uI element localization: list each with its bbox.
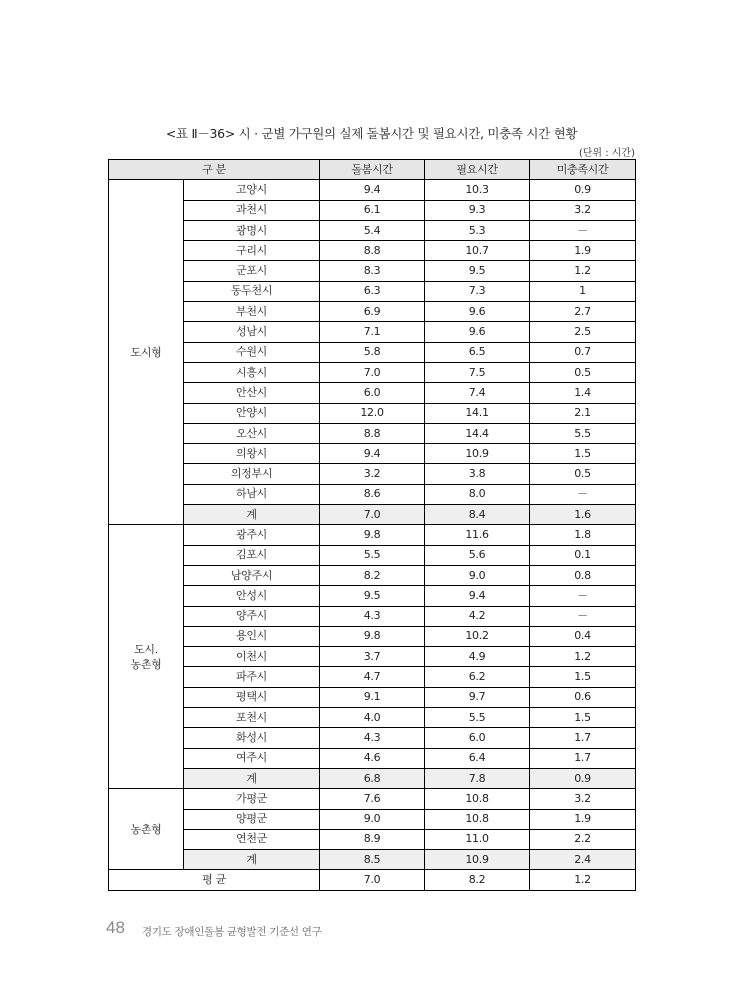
unmet-time-value: 0.1	[530, 545, 636, 565]
subtotal-label: 계	[184, 850, 320, 870]
group-label: 도시. 농촌형	[109, 525, 184, 789]
actual-time-value: 6.3	[320, 281, 425, 301]
unmet-time-value: －	[530, 606, 636, 626]
group-label: 도시형	[109, 180, 184, 525]
required-time-value: 10.3	[425, 180, 530, 200]
unmet-time-value: 1.2	[530, 647, 636, 667]
table-row	[109, 383, 636, 403]
subtotal-required-time: 10.9	[425, 850, 530, 870]
required-time-value: 4.9	[425, 647, 530, 667]
region-name: 용인시	[184, 626, 320, 646]
unmet-time-value: 0.5	[530, 362, 636, 382]
actual-time-value: 8.8	[320, 241, 425, 261]
table-row	[109, 220, 636, 240]
actual-time-value: 7.0	[320, 362, 425, 382]
subtotal-label: 계	[184, 768, 320, 788]
subtotal-row	[109, 768, 636, 788]
table-row	[109, 525, 636, 545]
required-time-value: 6.5	[425, 342, 530, 362]
table-row	[109, 809, 636, 829]
region-name: 하남시	[184, 484, 320, 504]
region-name: 수원시	[184, 342, 320, 362]
unmet-time-value: 5.5	[530, 423, 636, 443]
actual-time-value: 7.6	[320, 789, 425, 809]
region-name: 광주시	[184, 525, 320, 545]
required-time-value: 9.7	[425, 687, 530, 707]
required-time-value: 6.0	[425, 728, 530, 748]
required-time-value: 5.6	[425, 545, 530, 565]
subtotal-unmet-time: 2.4	[530, 850, 636, 870]
region-name: 평택시	[184, 687, 320, 707]
table-row	[109, 342, 636, 362]
subtotal-actual-time: 8.5	[320, 850, 425, 870]
group-label: 농촌형	[109, 789, 184, 870]
region-name: 김포시	[184, 545, 320, 565]
unmet-time-value: －	[530, 484, 636, 504]
table-row	[109, 586, 636, 606]
header-required-time: 필요시간	[425, 160, 530, 180]
actual-time-value: 6.9	[320, 302, 425, 322]
unmet-time-value: 1.9	[530, 809, 636, 829]
header-actual-time: 돌봄시간	[320, 160, 425, 180]
unit-note: (단위 : 시간)	[578, 148, 635, 159]
required-time-value: 9.4	[425, 586, 530, 606]
actual-time-value: 8.3	[320, 261, 425, 281]
subtotal-required-time: 8.4	[425, 505, 530, 525]
unmet-time-value: 1.2	[530, 261, 636, 281]
table-row	[109, 200, 636, 220]
required-time-value: 9.6	[425, 302, 530, 322]
unmet-time-value: 0.6	[530, 687, 636, 707]
region-name: 연천군	[184, 829, 320, 849]
unmet-time-value: 0.7	[530, 342, 636, 362]
required-time-value: 9.3	[425, 200, 530, 220]
region-name: 남양주시	[184, 565, 320, 585]
table-row	[109, 545, 636, 565]
required-time-value: 3.8	[425, 464, 530, 484]
region-name: 동두천시	[184, 281, 320, 301]
subtotal-row	[109, 850, 636, 870]
table-row	[109, 302, 636, 322]
actual-time-value: 9.8	[320, 525, 425, 545]
actual-time-value: 4.0	[320, 708, 425, 728]
table-row	[109, 829, 636, 849]
table-row	[109, 687, 636, 707]
actual-time-value: 8.8	[320, 423, 425, 443]
actual-time-value: 4.3	[320, 606, 425, 626]
table-caption: <표 Ⅱ－36> 시 · 군별 가구원의 실제 돌봄시간 및 필요시간, 미충족 시간 현황	[165, 126, 578, 141]
subtotal-label: 계	[184, 505, 320, 525]
actual-time-value: 12.0	[320, 403, 425, 423]
table-row	[109, 606, 636, 626]
required-time-value: 9.0	[425, 565, 530, 585]
actual-time-value: 5.8	[320, 342, 425, 362]
required-time-value: 10.8	[425, 809, 530, 829]
region-name: 고양시	[184, 180, 320, 200]
unmet-time-value: 2.7	[530, 302, 636, 322]
unmet-time-value: 3.2	[530, 789, 636, 809]
required-time-value: 11.0	[425, 829, 530, 849]
table-row	[109, 484, 636, 504]
region-name: 구리시	[184, 241, 320, 261]
average-row	[109, 870, 636, 890]
region-name: 안성시	[184, 586, 320, 606]
subtotal-row	[109, 505, 636, 525]
unmet-time-value: 1.7	[530, 728, 636, 748]
region-name: 군포시	[184, 261, 320, 281]
table-row	[109, 667, 636, 687]
table-row	[109, 789, 636, 809]
required-time-value: 11.6	[425, 525, 530, 545]
actual-time-value: 4.3	[320, 728, 425, 748]
header-unmet-time: 미충족시간	[530, 160, 636, 180]
unmet-time-value: 1.9	[530, 241, 636, 261]
table-row	[109, 322, 636, 342]
actual-time-value: 8.6	[320, 484, 425, 504]
actual-time-value: 7.1	[320, 322, 425, 342]
unmet-time-value: 1.4	[530, 383, 636, 403]
required-time-value: 6.2	[425, 667, 530, 687]
report-title: 경기도 장애인돌봄 균형발전 기준선 연구	[142, 926, 322, 938]
table-row	[109, 565, 636, 585]
table-row	[109, 444, 636, 464]
required-time-value: 14.1	[425, 403, 530, 423]
unmet-time-value: 0.9	[530, 180, 636, 200]
actual-time-value: 3.2	[320, 464, 425, 484]
required-time-value: 6.4	[425, 748, 530, 768]
required-time-value: 7.5	[425, 362, 530, 382]
region-name: 광명시	[184, 220, 320, 240]
table-row	[109, 647, 636, 667]
actual-time-value: 9.4	[320, 444, 425, 464]
unmet-time-value: 1.5	[530, 667, 636, 687]
actual-time-value: 3.7	[320, 647, 425, 667]
required-time-value: 5.5	[425, 708, 530, 728]
region-name: 성남시	[184, 322, 320, 342]
subtotal-required-time: 7.8	[425, 768, 530, 788]
unmet-time-value: 0.8	[530, 565, 636, 585]
required-time-value: 10.7	[425, 241, 530, 261]
header-category: 구 분	[109, 160, 320, 180]
unmet-time-value: 0.4	[530, 626, 636, 646]
unmet-time-value: 1.8	[530, 525, 636, 545]
required-time-value: 4.2	[425, 606, 530, 626]
region-name: 안양시	[184, 403, 320, 423]
region-name: 가평군	[184, 789, 320, 809]
table-body	[109, 180, 636, 890]
required-time-value: 8.0	[425, 484, 530, 504]
subtotal-actual-time: 6.8	[320, 768, 425, 788]
actual-time-value: 9.1	[320, 687, 425, 707]
actual-time-value: 5.5	[320, 545, 425, 565]
unmet-time-value: 1.5	[530, 708, 636, 728]
region-name: 파주시	[184, 667, 320, 687]
unmet-time-value: －	[530, 220, 636, 240]
table-row	[109, 261, 636, 281]
care-time-table	[108, 159, 636, 891]
region-name: 포천시	[184, 708, 320, 728]
actual-time-value: 4.6	[320, 748, 425, 768]
table-row	[109, 241, 636, 261]
table-row	[109, 403, 636, 423]
required-time-value: 10.2	[425, 626, 530, 646]
region-name: 여주시	[184, 748, 320, 768]
required-time-value: 10.9	[425, 444, 530, 464]
table-row	[109, 626, 636, 646]
region-name: 시흥시	[184, 362, 320, 382]
header-row	[109, 160, 636, 180]
region-name: 양주시	[184, 606, 320, 626]
average-label: 평 균	[109, 870, 320, 890]
required-time-value: 10.8	[425, 789, 530, 809]
region-name: 안산시	[184, 383, 320, 403]
actual-time-value: 9.5	[320, 586, 425, 606]
region-name: 의왕시	[184, 444, 320, 464]
region-name: 이천시	[184, 647, 320, 667]
unmet-time-value: 2.5	[530, 322, 636, 342]
unmet-time-value: 2.2	[530, 829, 636, 849]
table-row	[109, 464, 636, 484]
table-row	[109, 362, 636, 382]
region-name: 의정부시	[184, 464, 320, 484]
table-row	[109, 423, 636, 443]
required-time-value: 7.3	[425, 281, 530, 301]
actual-time-value: 4.7	[320, 667, 425, 687]
table-row	[109, 748, 636, 768]
region-name: 과천시	[184, 200, 320, 220]
unmet-time-value: 1	[530, 281, 636, 301]
unmet-time-value: 1.5	[530, 444, 636, 464]
required-time-value: 9.5	[425, 261, 530, 281]
unmet-time-value: －	[530, 586, 636, 606]
average-unmet-time: 1.2	[530, 870, 636, 890]
region-name: 부천시	[184, 302, 320, 322]
region-name: 오산시	[184, 423, 320, 443]
unmet-time-value: 1.7	[530, 748, 636, 768]
actual-time-value: 9.8	[320, 626, 425, 646]
actual-time-value: 8.2	[320, 565, 425, 585]
table-row	[109, 180, 636, 200]
region-name: 양평군	[184, 809, 320, 829]
subtotal-unmet-time: 0.9	[530, 768, 636, 788]
actual-time-value: 6.0	[320, 383, 425, 403]
subtotal-unmet-time: 1.6	[530, 505, 636, 525]
actual-time-value: 6.1	[320, 200, 425, 220]
unmet-time-value: 0.5	[530, 464, 636, 484]
average-required-time: 8.2	[425, 870, 530, 890]
actual-time-value: 5.4	[320, 220, 425, 240]
unmet-time-value: 3.2	[530, 200, 636, 220]
table-row	[109, 281, 636, 301]
average-actual-time: 7.0	[320, 870, 425, 890]
page-number: 48	[106, 918, 125, 937]
required-time-value: 9.6	[425, 322, 530, 342]
unmet-time-value: 2.1	[530, 403, 636, 423]
table-row	[109, 728, 636, 748]
actual-time-value: 9.4	[320, 180, 425, 200]
subtotal-actual-time: 7.0	[320, 505, 425, 525]
table-row	[109, 708, 636, 728]
region-name: 화성시	[184, 728, 320, 748]
required-time-value: 14.4	[425, 423, 530, 443]
actual-time-value: 9.0	[320, 809, 425, 829]
actual-time-value: 8.9	[320, 829, 425, 849]
required-time-value: 7.4	[425, 383, 530, 403]
required-time-value: 5.3	[425, 220, 530, 240]
